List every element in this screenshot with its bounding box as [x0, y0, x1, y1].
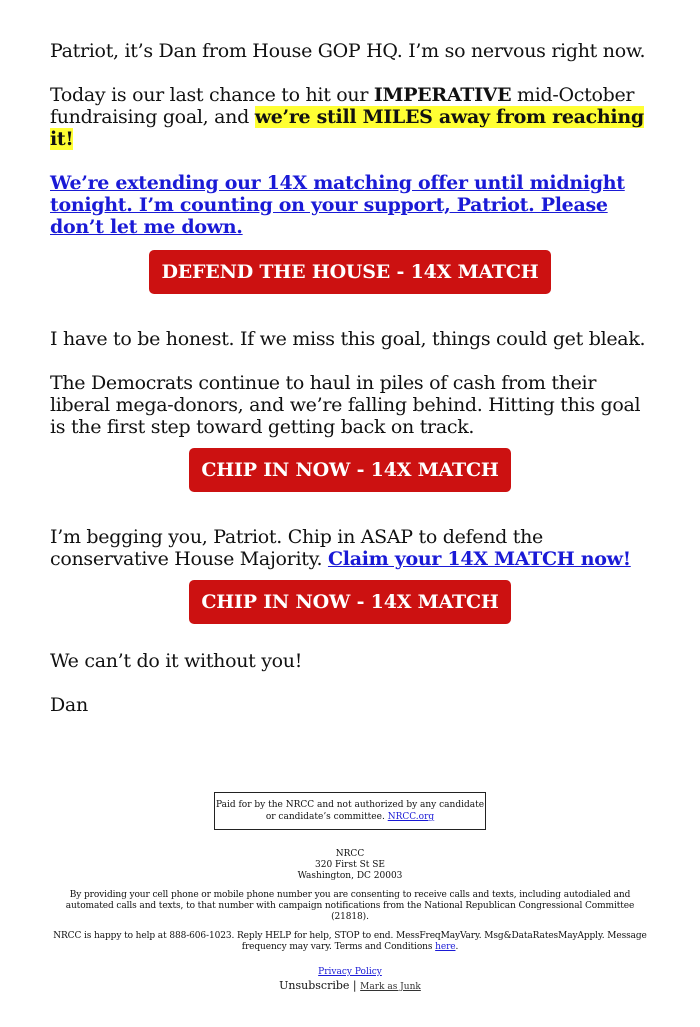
- address-street: 320 First St SE: [315, 860, 385, 870]
- privacy-policy-link[interactable]: Privacy Policy: [318, 967, 382, 977]
- paragraph-closing: We can’t do it without you!: [50, 650, 303, 672]
- help-text: NRCC is happy to help at 888-606-1023. Reply HELP for help, STOP to end. MessFreqMayVary. Msg&DataRatesMayApply. Message frequency may vary. Terms and Conditions: [53, 931, 647, 952]
- privacy-row: [0, 967, 700, 978]
- goal-text-c: mid-October fundraising goal, and: [50, 84, 635, 128]
- paragraph-begging: [50, 526, 650, 570]
- consent-text: By providing your cell phone or mobile phone number you are consenting to receive calls and texts, including autodialed and automated calls and texts, to that number with campaign notifications from the National Republican Congressional Committee (21818).: [65, 890, 635, 922]
- unsubscribe-link[interactable]: Unsubscribe: [279, 979, 350, 992]
- paragraph-democrats: The Democrats continue to haul in piles of cash from their liberal mega-donors, and we’re falling behind. Hitting this goal is the first step toward getting back on track.: [50, 372, 641, 438]
- paragraph-intro: Patriot, it’s Dan from House GOP HQ. I’m so nervous right now.: [50, 40, 646, 62]
- goal-highlight: we’re still MILES away from reaching it!: [50, 106, 644, 150]
- goal-text-imperative: IMPERATIVE: [373, 84, 512, 106]
- chip-in-button-2[interactable]: CHIP IN NOW - 14X MATCH: [189, 580, 510, 624]
- paragraph-offer: [50, 172, 650, 238]
- paragraph-goal: [50, 84, 650, 150]
- separator: |: [352, 979, 357, 992]
- begging-text: I’m begging you, Patriot. Chip in ASAP to defend the conservative House Majority.: [50, 526, 543, 570]
- defend-house-button[interactable]: DEFEND THE HOUSE - 14X MATCH: [149, 250, 550, 294]
- paid-for-box: [214, 792, 486, 830]
- address-org: NRCC: [335, 849, 365, 859]
- address-block: [0, 849, 700, 882]
- email-footer: [0, 792, 700, 993]
- signature: Dan: [50, 694, 88, 716]
- help-text-block: NRCC is happy to help at 888-606-1023. Reply HELP for help, STOP to end. MessFreqMayVary. Msg&DataRatesMayApply. Message frequency may vary. Terms and Conditions here.: [53, 931, 647, 952]
- offer-link[interactable]: We’re extending our 14X matching offer until midnight tonight. I’m counting on your support, Patriot. Please don’t let me down.: [50, 172, 625, 238]
- paid-for-text: Paid for by the NRCC and not authorized by any candidate or candidate’s committee.: [215, 800, 485, 822]
- button-row-3: [50, 580, 650, 624]
- mark-as-junk-link[interactable]: Mark as Junk: [360, 982, 421, 992]
- email-body: [50, 40, 650, 738]
- nrcc-link[interactable]: NRCC.org: [387, 812, 435, 822]
- address-city: Washington, DC 20003: [297, 871, 403, 881]
- button-row-1: [50, 250, 650, 294]
- button-row-2: [50, 448, 650, 492]
- terms-link[interactable]: here: [435, 942, 456, 952]
- paragraph-honest: I have to be honest. If we miss this goal, things could get bleak.: [50, 328, 646, 350]
- unsubscribe-row: [0, 980, 700, 993]
- goal-text-a: Today is our last chance to hit our: [50, 84, 374, 106]
- chip-in-button-1[interactable]: CHIP IN NOW - 14X MATCH: [189, 448, 510, 492]
- claim-match-link[interactable]: Claim your 14X MATCH now!: [327, 548, 631, 570]
